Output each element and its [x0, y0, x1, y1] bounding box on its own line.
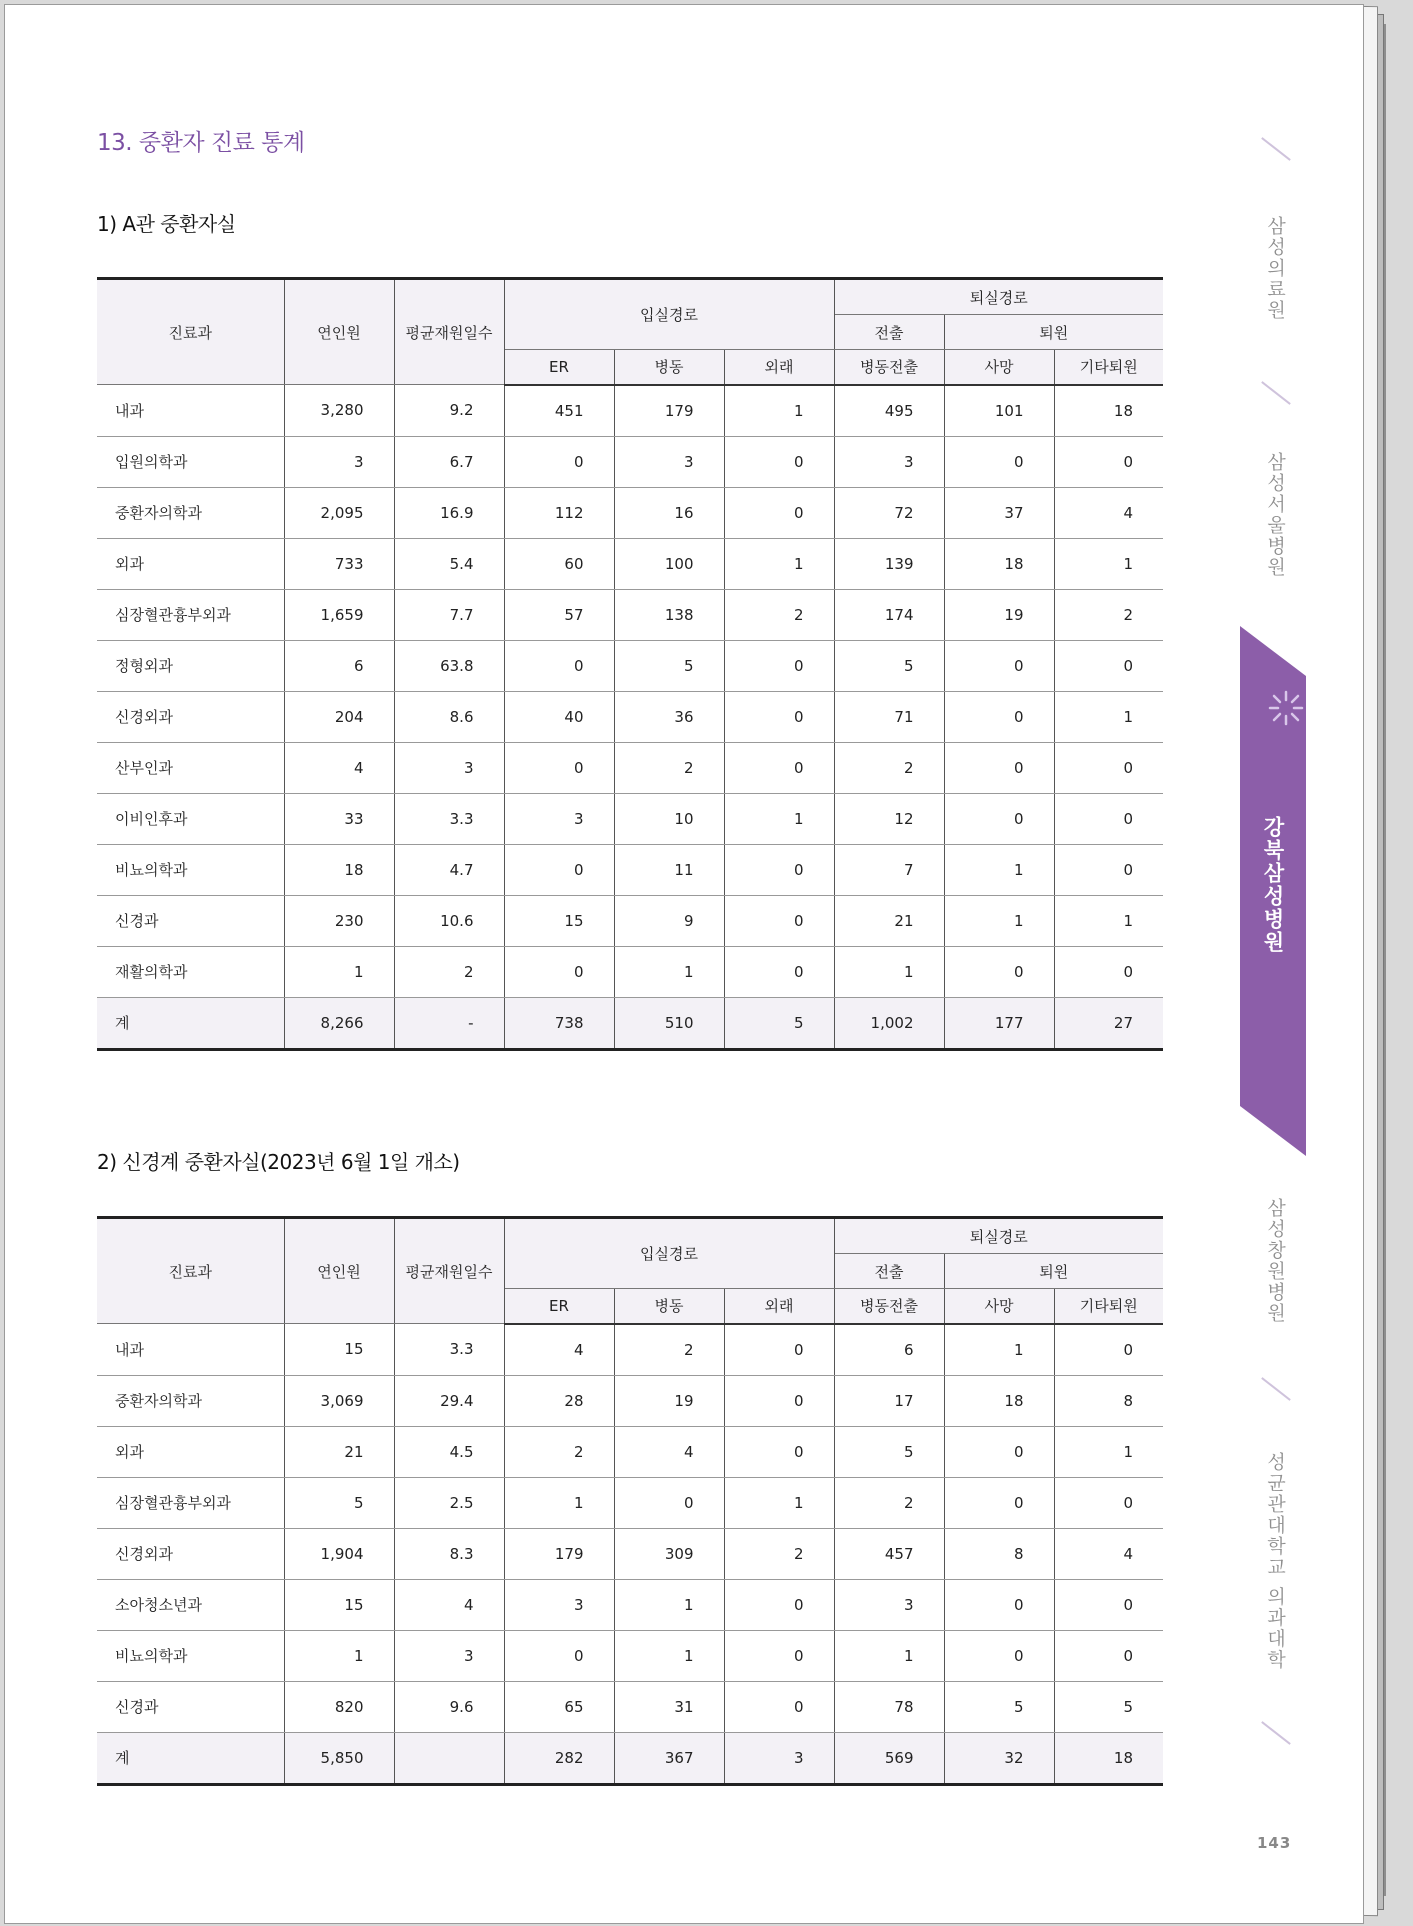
value-cell: 733	[284, 538, 394, 589]
value-cell: 10.6	[394, 895, 504, 946]
value-cell: 0	[724, 691, 834, 742]
value-cell: 6	[834, 1324, 944, 1376]
value-cell: 0	[724, 1579, 834, 1630]
table-row	[97, 844, 1163, 895]
table-row	[97, 742, 1163, 793]
value-cell: 1,002	[834, 997, 944, 1049]
value-cell: 3,069	[284, 1375, 394, 1426]
value-cell: 4	[1054, 487, 1163, 538]
dept-cell: 내과	[97, 385, 284, 437]
value-cell: 2	[614, 742, 724, 793]
value-cell: 21	[284, 1426, 394, 1477]
value-cell: 4	[394, 1579, 504, 1630]
value-cell: 0	[944, 793, 1054, 844]
table-row	[97, 793, 1163, 844]
dept-cell: 이비인후과	[97, 793, 284, 844]
value-cell: 1,904	[284, 1528, 394, 1579]
table-row	[97, 1324, 1163, 1376]
header-er: ER	[504, 350, 614, 385]
table-row	[97, 487, 1163, 538]
value-cell: 3	[724, 1732, 834, 1784]
value-cell: 5.4	[394, 538, 504, 589]
value-cell: 1	[1054, 691, 1163, 742]
value-cell: 2,095	[284, 487, 394, 538]
value-cell: 0	[1054, 1579, 1163, 1630]
header-er: ER	[504, 1289, 614, 1324]
side-tab-samsung-medical[interactable]: 삼성의료원	[1264, 216, 1286, 321]
dept-cell: 소아청소년과	[97, 1579, 284, 1630]
value-cell: 4	[614, 1426, 724, 1477]
value-cell: 0	[944, 640, 1054, 691]
value-cell: 0	[944, 1477, 1054, 1528]
dept-cell: 심장혈관흉부외과	[97, 589, 284, 640]
header-other-exit: 기타퇴원	[1054, 1289, 1163, 1324]
dept-cell: 신경과	[97, 1681, 284, 1732]
value-cell: 0	[1054, 844, 1163, 895]
value-cell: 451	[504, 385, 614, 437]
table-row	[97, 385, 1163, 437]
value-cell: 8.6	[394, 691, 504, 742]
value-cell: 5	[284, 1477, 394, 1528]
value-cell: 0	[944, 1426, 1054, 1477]
value-cell: 820	[284, 1681, 394, 1732]
value-cell: 3	[284, 436, 394, 487]
dept-cell: 신경외과	[97, 1528, 284, 1579]
value-cell: 4	[284, 742, 394, 793]
value-cell: 2	[1054, 589, 1163, 640]
value-cell: 495	[834, 385, 944, 437]
value-cell: 4.5	[394, 1426, 504, 1477]
value-cell: 8,266	[284, 997, 394, 1049]
value-cell: 5	[944, 1681, 1054, 1732]
value-cell: 0	[504, 844, 614, 895]
value-cell: 0	[724, 895, 834, 946]
header-transfer: 전출	[834, 315, 944, 350]
dept-cell: 중환자의학과	[97, 487, 284, 538]
value-cell: 1	[1054, 895, 1163, 946]
value-cell	[394, 1732, 504, 1784]
value-cell: 36	[614, 691, 724, 742]
value-cell: 0	[724, 1324, 834, 1376]
value-cell: 204	[284, 691, 394, 742]
dept-cell: 재활의학과	[97, 946, 284, 997]
value-cell: 457	[834, 1528, 944, 1579]
value-cell: 5	[724, 997, 834, 1049]
value-cell: 18	[944, 538, 1054, 589]
value-cell: 569	[834, 1732, 944, 1784]
dept-cell: 중환자의학과	[97, 1375, 284, 1426]
value-cell: 0	[724, 1375, 834, 1426]
table1-title: 1) A관 중환자실	[97, 212, 236, 236]
value-cell: 1	[614, 1630, 724, 1681]
value-cell: 2	[834, 1477, 944, 1528]
value-cell: 1	[614, 946, 724, 997]
value-cell: 139	[834, 538, 944, 589]
table-row	[97, 691, 1163, 742]
value-cell: 2	[834, 742, 944, 793]
value-cell: 138	[614, 589, 724, 640]
value-cell: 0	[944, 742, 1054, 793]
header-avg-days: 평균재원일수	[394, 279, 504, 385]
side-tab-kangbuk-samsung[interactable]: 강북삼성병원	[1261, 816, 1285, 954]
value-cell: 0	[504, 742, 614, 793]
value-cell: 57	[504, 589, 614, 640]
value-cell: 9.2	[394, 385, 504, 437]
value-cell: 72	[834, 487, 944, 538]
header-dept: 진료과	[97, 1218, 284, 1324]
table-row	[97, 1579, 1163, 1630]
value-cell: 1,659	[284, 589, 394, 640]
value-cell: 1	[284, 946, 394, 997]
value-cell: -	[394, 997, 504, 1049]
value-cell: 3	[834, 1579, 944, 1630]
value-cell: 27	[1054, 997, 1163, 1049]
value-cell: 0	[944, 436, 1054, 487]
neuro-icu-table	[97, 1216, 1163, 1786]
value-cell: 60	[504, 538, 614, 589]
dept-cell: 비뇨의학과	[97, 1630, 284, 1681]
value-cell: 0	[724, 1630, 834, 1681]
header-dept: 진료과	[97, 279, 284, 385]
value-cell: 5,850	[284, 1732, 394, 1784]
header-admission: 입실경로	[504, 279, 834, 350]
value-cell: 2	[504, 1426, 614, 1477]
value-cell: 1	[614, 1579, 724, 1630]
table2-title: 2) 신경계 중환자실(2023년 6월 1일 개소)	[97, 1150, 460, 1174]
value-cell: 179	[504, 1528, 614, 1579]
value-cell: 8	[944, 1528, 1054, 1579]
value-cell: 40	[504, 691, 614, 742]
value-cell: 2.5	[394, 1477, 504, 1528]
value-cell: 1	[724, 793, 834, 844]
header-death: 사망	[944, 1289, 1054, 1324]
value-cell: 738	[504, 997, 614, 1049]
value-cell: 18	[284, 844, 394, 895]
value-cell: 15	[284, 1579, 394, 1630]
dept-cell: 신경과	[97, 895, 284, 946]
value-cell: 11	[614, 844, 724, 895]
value-cell: 0	[1054, 1630, 1163, 1681]
value-cell: 0	[944, 1630, 1054, 1681]
value-cell: 0	[724, 1681, 834, 1732]
value-cell: 7.7	[394, 589, 504, 640]
value-cell: 19	[614, 1375, 724, 1426]
total-row	[97, 1732, 1163, 1784]
value-cell: 174	[834, 589, 944, 640]
table-row	[97, 538, 1163, 589]
value-cell: 1	[834, 946, 944, 997]
value-cell: 112	[504, 487, 614, 538]
value-cell: 32	[944, 1732, 1054, 1784]
table-row	[97, 1681, 1163, 1732]
side-tab-samsung-changwon[interactable]: 삼성창원병원	[1264, 1198, 1286, 1324]
value-cell: 4	[1054, 1528, 1163, 1579]
icu-a-table	[97, 277, 1163, 1051]
value-cell: 282	[504, 1732, 614, 1784]
value-cell: 100	[614, 538, 724, 589]
table-row	[97, 1426, 1163, 1477]
header-exit: 퇴원	[944, 1254, 1163, 1289]
value-cell: 0	[614, 1477, 724, 1528]
header-avg-days: 평균재원일수	[394, 1218, 504, 1324]
value-cell: 5	[1054, 1681, 1163, 1732]
table-row	[97, 436, 1163, 487]
value-cell: 1	[834, 1630, 944, 1681]
value-cell: 510	[614, 997, 724, 1049]
value-cell: 1	[284, 1630, 394, 1681]
table-row	[97, 1630, 1163, 1681]
table1-body	[97, 385, 1163, 1050]
section-title: 13. 중환자 진료 통계	[97, 130, 305, 156]
value-cell: 18	[1054, 385, 1163, 437]
value-cell: 16	[614, 487, 724, 538]
header-ward: 병동	[614, 350, 724, 385]
value-cell: 2	[724, 1528, 834, 1579]
value-cell: 1	[504, 1477, 614, 1528]
value-cell: 1	[724, 385, 834, 437]
value-cell: 33	[284, 793, 394, 844]
value-cell: 1	[944, 1324, 1054, 1376]
value-cell: 78	[834, 1681, 944, 1732]
value-cell: 0	[1054, 793, 1163, 844]
value-cell: 12	[834, 793, 944, 844]
header-patients: 연인원	[284, 279, 394, 385]
table2-body	[97, 1324, 1163, 1785]
value-cell: 5	[614, 640, 724, 691]
value-cell: 15	[504, 895, 614, 946]
value-cell: 63.8	[394, 640, 504, 691]
dept-cell: 정형외과	[97, 640, 284, 691]
value-cell: 0	[504, 640, 614, 691]
dept-cell: 심장혈관흉부외과	[97, 1477, 284, 1528]
dept-cell: 비뇨의학과	[97, 844, 284, 895]
value-cell: 3.3	[394, 793, 504, 844]
dept-cell: 산부인과	[97, 742, 284, 793]
header-ward-transfer: 병동전출	[834, 1289, 944, 1324]
table-row	[97, 640, 1163, 691]
value-cell: 1	[1054, 538, 1163, 589]
value-cell: 5	[834, 1426, 944, 1477]
value-cell: 0	[504, 946, 614, 997]
value-cell: 16.9	[394, 487, 504, 538]
table-row	[97, 1375, 1163, 1426]
value-cell: 1	[944, 895, 1054, 946]
value-cell: 6	[284, 640, 394, 691]
value-cell: 10	[614, 793, 724, 844]
side-tab-skku-medicine[interactable]: 성균관대학교 의과대학	[1264, 1452, 1286, 1671]
header-outpatient: 외래	[724, 350, 834, 385]
header-outpatient: 외래	[724, 1289, 834, 1324]
value-cell: 65	[504, 1681, 614, 1732]
value-cell: 9.6	[394, 1681, 504, 1732]
table-row	[97, 1528, 1163, 1579]
value-cell: 3	[394, 1630, 504, 1681]
value-cell: 309	[614, 1528, 724, 1579]
value-cell: 9	[614, 895, 724, 946]
page-number: 143	[1257, 1834, 1292, 1852]
value-cell: 2	[724, 589, 834, 640]
value-cell: 28	[504, 1375, 614, 1426]
value-cell: 0	[724, 946, 834, 997]
value-cell: 0	[1054, 1324, 1163, 1376]
value-cell: 0	[724, 436, 834, 487]
value-cell: 0	[504, 1630, 614, 1681]
value-cell: 0	[724, 487, 834, 538]
dept-cell: 입원의학과	[97, 436, 284, 487]
value-cell: 0	[1054, 640, 1163, 691]
value-cell: 0	[944, 946, 1054, 997]
value-cell: 177	[944, 997, 1054, 1049]
value-cell: 2	[614, 1324, 724, 1376]
value-cell: 4	[504, 1324, 614, 1376]
value-cell: 3.3	[394, 1324, 504, 1376]
value-cell: 18	[944, 1375, 1054, 1426]
value-cell: 0	[1054, 1477, 1163, 1528]
side-tab-samsung-seoul[interactable]: 삼성서울병원	[1264, 452, 1286, 578]
value-cell: 230	[284, 895, 394, 946]
value-cell: 3,280	[284, 385, 394, 437]
header-transfer: 전출	[834, 1254, 944, 1289]
burst-icon	[1266, 688, 1306, 728]
dept-cell: 계	[97, 1732, 284, 1784]
header-discharge: 퇴실경로	[834, 1218, 1163, 1254]
value-cell: 5	[834, 640, 944, 691]
value-cell: 6.7	[394, 436, 504, 487]
value-cell: 3	[834, 436, 944, 487]
value-cell: 3	[394, 742, 504, 793]
value-cell: 0	[944, 1579, 1054, 1630]
header-ward: 병동	[614, 1289, 724, 1324]
value-cell: 17	[834, 1375, 944, 1426]
header-discharge: 퇴실경로	[834, 279, 1163, 315]
value-cell: 2	[394, 946, 504, 997]
dept-cell: 계	[97, 997, 284, 1049]
value-cell: 19	[944, 589, 1054, 640]
header-death: 사망	[944, 350, 1054, 385]
value-cell: 1	[944, 844, 1054, 895]
value-cell: 3	[504, 793, 614, 844]
value-cell: 18	[1054, 1732, 1163, 1784]
header-patients: 연인원	[284, 1218, 394, 1324]
value-cell: 29.4	[394, 1375, 504, 1426]
table-row	[97, 895, 1163, 946]
value-cell: 1	[1054, 1426, 1163, 1477]
value-cell: 4.7	[394, 844, 504, 895]
value-cell: 3	[504, 1579, 614, 1630]
value-cell: 367	[614, 1732, 724, 1784]
value-cell: 7	[834, 844, 944, 895]
value-cell: 21	[834, 895, 944, 946]
total-row	[97, 997, 1163, 1049]
value-cell: 15	[284, 1324, 394, 1376]
value-cell: 0	[1054, 742, 1163, 793]
value-cell: 0	[944, 691, 1054, 742]
value-cell: 0	[724, 844, 834, 895]
header-other-exit: 기타퇴원	[1054, 350, 1163, 385]
value-cell: 37	[944, 487, 1054, 538]
value-cell: 71	[834, 691, 944, 742]
value-cell: 0	[724, 1426, 834, 1477]
table-row	[97, 589, 1163, 640]
header-ward-transfer: 병동전출	[834, 350, 944, 385]
header-exit: 퇴원	[944, 315, 1163, 350]
value-cell: 179	[614, 385, 724, 437]
value-cell: 8.3	[394, 1528, 504, 1579]
header-admission: 입실경로	[504, 1218, 834, 1289]
value-cell: 3	[614, 436, 724, 487]
value-cell: 0	[724, 742, 834, 793]
value-cell: 101	[944, 385, 1054, 437]
value-cell: 8	[1054, 1375, 1163, 1426]
dept-cell: 외과	[97, 1426, 284, 1477]
value-cell: 0	[504, 436, 614, 487]
value-cell: 31	[614, 1681, 724, 1732]
value-cell: 0	[1054, 946, 1163, 997]
table-row	[97, 946, 1163, 997]
table-row	[97, 1477, 1163, 1528]
dept-cell: 신경외과	[97, 691, 284, 742]
value-cell: 1	[724, 1477, 834, 1528]
value-cell: 0	[1054, 436, 1163, 487]
value-cell: 1	[724, 538, 834, 589]
dept-cell: 외과	[97, 538, 284, 589]
value-cell: 0	[724, 640, 834, 691]
dept-cell: 내과	[97, 1324, 284, 1376]
